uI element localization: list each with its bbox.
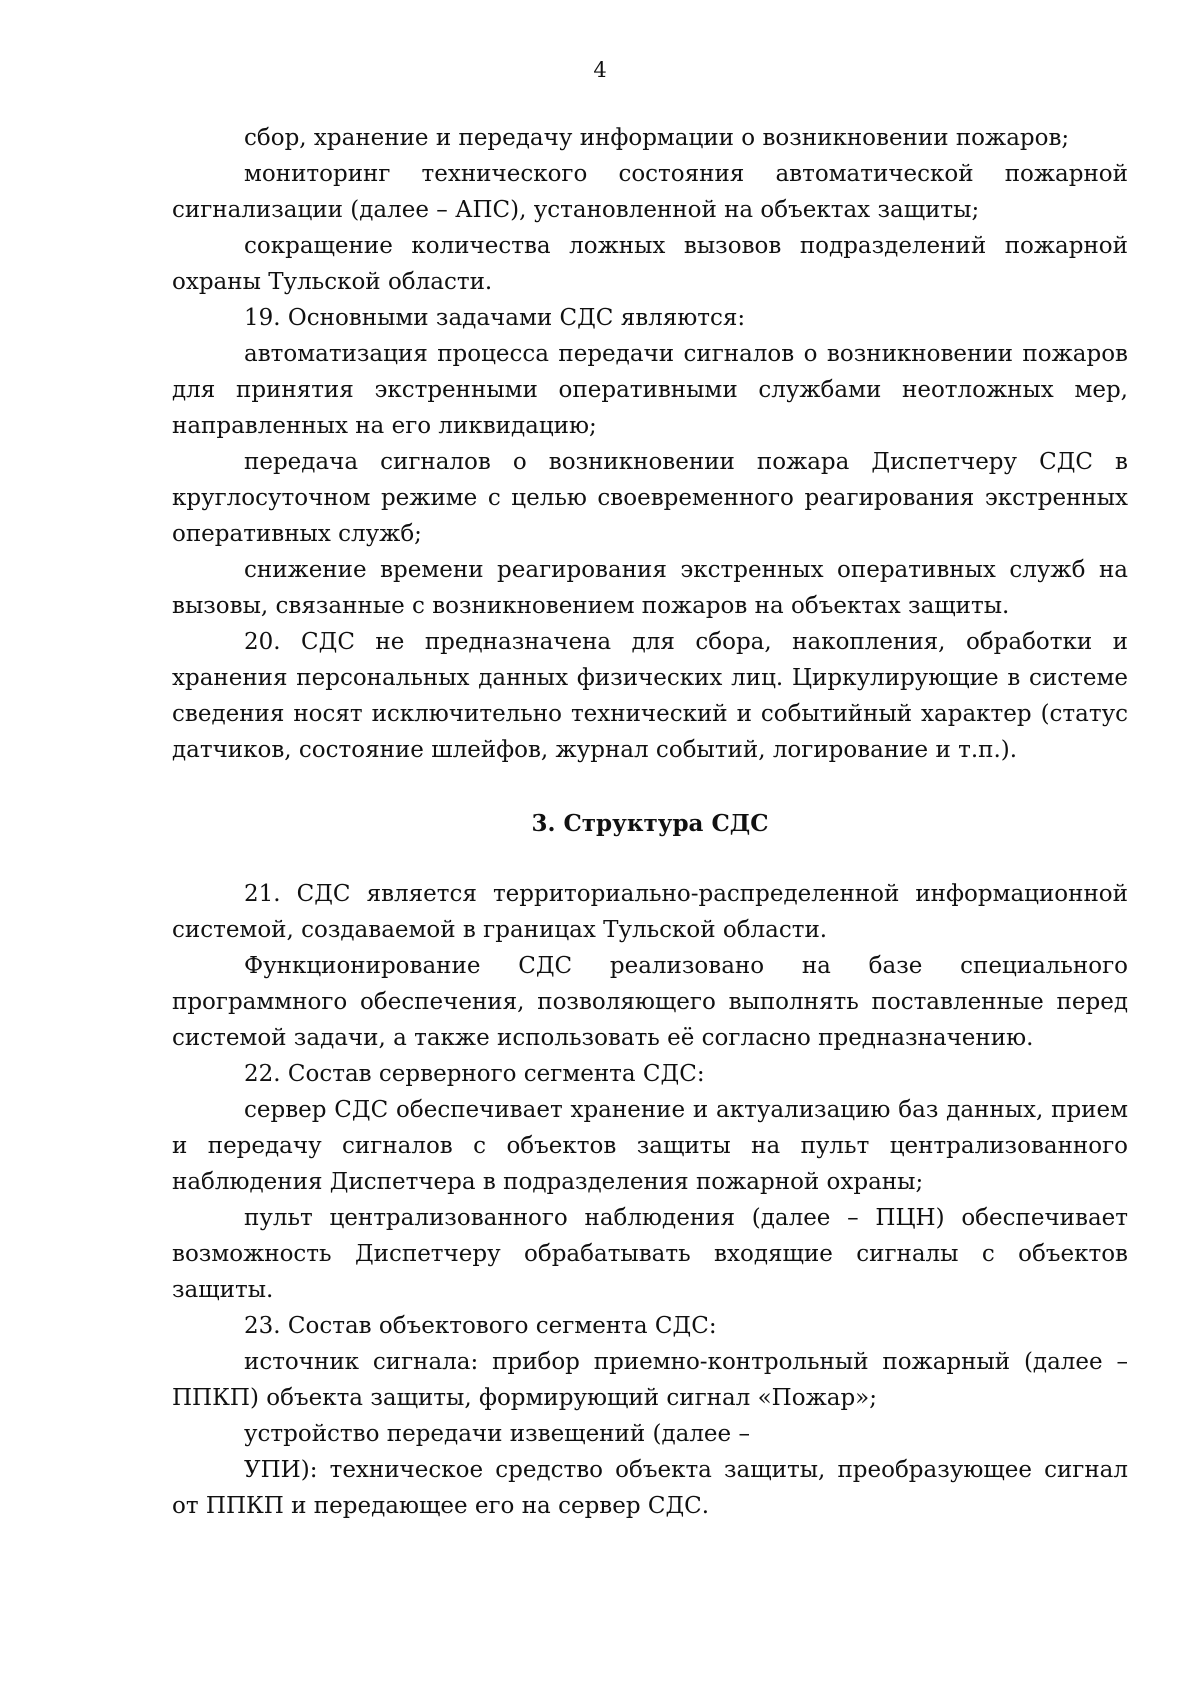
document-body [172, 120, 1128, 1524]
paragraph: мониторинг технического состояния автоматической пожарной сигнализации (далее – АПС), установленной на объектах защиты; [172, 161, 1128, 223]
paragraph: 22. Состав серверного сегмента СДС: [244, 1061, 705, 1087]
paragraph: сбор, хранение и передачу информации о возникновении пожаров; [244, 125, 1070, 151]
page-number: 4 [593, 58, 607, 82]
paragraph: сокращение количества ложных вызовов подразделений пожарной охраны Тульской области. [172, 233, 1128, 295]
paragraph: 21. СДС является территориально-распределенной информационной системой, создаваемой в границах Тульской области. [172, 881, 1128, 943]
paragraph: пульт централизованного наблюдения (далее – ПЦН) обеспечивает возможность Диспетчеру обрабатывать входящие сигналы с объектов защиты. [172, 1205, 1128, 1303]
paragraph: источник сигнала: прибор приемно-контрольный пожарный (далее – ППКП) объекта защиты, формирующий сигнал «Пожар»; [172, 1349, 1128, 1411]
paragraph: 23. Состав объектового сегмента СДС: [244, 1313, 717, 1339]
paragraph: Функционирование СДС реализовано на базе специального программного обеспечения, позволяющего выполнять поставленные перед системой задачи, а также использовать её согласно предназначению. [172, 953, 1128, 1051]
paragraph: сервер СДС обеспечивает хранение и актуализацию баз данных, прием и передачу сигналов с объектов защиты на пульт централизованного наблюдения Диспетчера в подразделения пожарной охраны; [172, 1097, 1128, 1195]
paragraph: автоматизация процесса передачи сигналов о возникновении пожаров для принятия экстренными оперативными службами неотложных мер, направленных на его ликвидацию; [172, 341, 1128, 439]
paragraph: передача сигналов о возникновении пожара Диспетчеру СДС в круглосуточном режиме с целью своевременного реагирования экстренных оперативных служб; [172, 449, 1128, 547]
paragraph: 20. СДС не предназначена для сбора, накопления, обработки и хранения персональных данных физических лиц. Циркулирующие в системе сведения носят исключительно технический и событийный характер (статус датчиков, состояние шлейфов, журнал событий, логирование и т.п.). [172, 629, 1128, 763]
paragraph: устройство передачи извещений (далее – [244, 1421, 750, 1447]
paragraph: снижение времени реагирования экстренных оперативных служб на вызовы, связанные с возникновением пожаров на объектах защиты. [172, 557, 1128, 619]
paragraph: 19. Основными задачами СДС являются: [244, 305, 746, 331]
section-heading: 3. Структура СДС [531, 810, 769, 837]
paragraph: УПИ): техническое средство объекта защиты, преобразующее сигнал от ППКП и передающее его на сервер СДС. [172, 1457, 1128, 1519]
